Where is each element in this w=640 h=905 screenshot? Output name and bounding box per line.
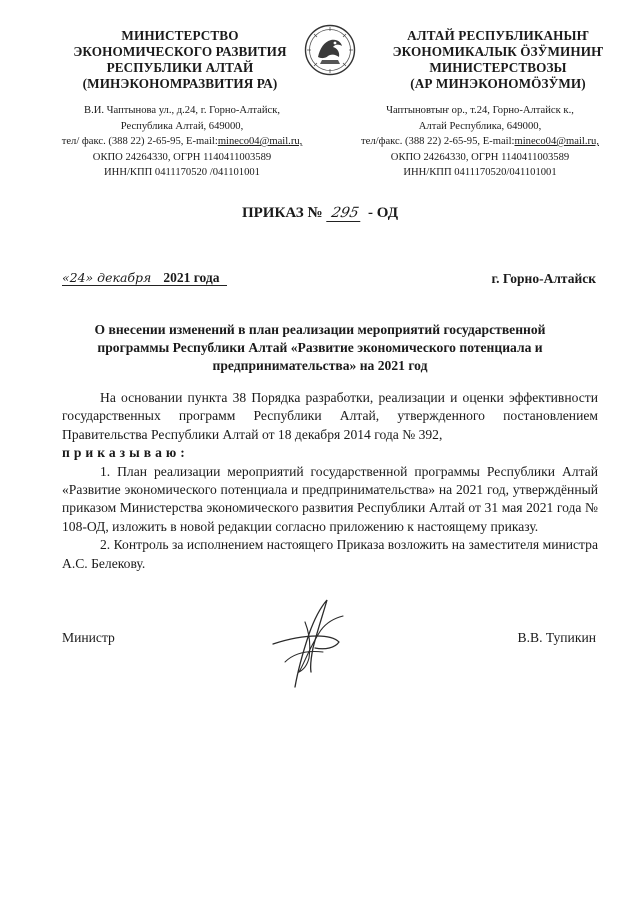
ministry-title-ru: МИНИСТЕРСТВО ЭКОНОМИЧЕСКОГО РАЗВИТИЯ РЕСПУБЛИКИ АЛТАЙ (МИНЭКОНОМРАЗВИТИЯ РА) (73, 28, 287, 91)
basis-paragraph: На основании пункта 38 Порядка разработки, реализации и оценки эффективности государственных программ Республики Алтай, утвержденного постановлением Правительства Республики Алтай от 18 декабря 2014 года № 392, (62, 390, 598, 442)
item-2: 2. Контроль за исполнением настоящего Приказа возложить на заместителя министра А.С. Белекову. (62, 537, 598, 571)
address-block-alt: Чаптыновтыҥ ор., т.24, Горно-Алтайск к., Алтай Республика, 649000, тел/факс. (388 22) 2-65-95, E-mail:mineco04@mail.ru, ОКПО 24264330, ОГРН 1140411003589 ИНН/КПП 0411170520/041101001 (361, 105, 599, 178)
email-link-ru[interactable]: mineco04@mail.ru, (217, 136, 303, 147)
email-link-alt[interactable]: mineco04@mail.ru, (514, 136, 599, 147)
emblem-icon (304, 24, 356, 76)
signatory-name: В.В. Тупикин (517, 630, 596, 645)
item-1: 1. План реализации мероприятий государственной программы Республики Алтай «Развитие экономического потенциала и предпринимательства» на 2021 год, утверждённый приказом Министерства экономического развития Республики Алтай от 31 мая 2021 года № 108-ОД, изложить в новой редакции согласно приложению к настоящему приказу. (62, 463, 598, 534)
order-word: приказываю: (62, 445, 189, 461)
order-body (62, 389, 598, 573)
order-title: ПРИКАЗ № 295 - ОД (241, 205, 399, 221)
signatory-role: Министр (62, 630, 115, 645)
order-date (62, 270, 227, 286)
address-block-ru: В.И. Чаптынова ул., д.24, г. Горно-Алтайск, Республика Алтай, 649000, тел/ факс. (388 22) 2-65-95, E-mail:mineco04@mail.ru, ОКПО 24264330, ОГРН 1140411003589 ИНН/КПП 0411170520 /041101001 (61, 105, 303, 178)
header-left (58, 28, 302, 92)
ministry-title-alt: АЛТАЙ РЕСПУБЛИКАНЫҤ ЭКОНОМИКАЛЫК ӦЗӰМИНИҤ МИНИСТЕРСТВОЗЫ (АР МИНЭКОНОМӦЗӰМИ) (392, 28, 604, 91)
header-right (370, 28, 626, 92)
handwritten-date: «24» декабря (62, 270, 157, 286)
date-year: 2021 года (157, 270, 227, 286)
order-subject: О внесении изменений в план реализации мероприятий государственной программы Республики Алтай «Развитие экономического потенциала и предпринимательства» на 2021 год (94, 322, 546, 373)
handwritten-signature (265, 592, 355, 692)
order-number: 295 (326, 205, 364, 222)
city: г. Горно-Алтайск (491, 271, 596, 286)
